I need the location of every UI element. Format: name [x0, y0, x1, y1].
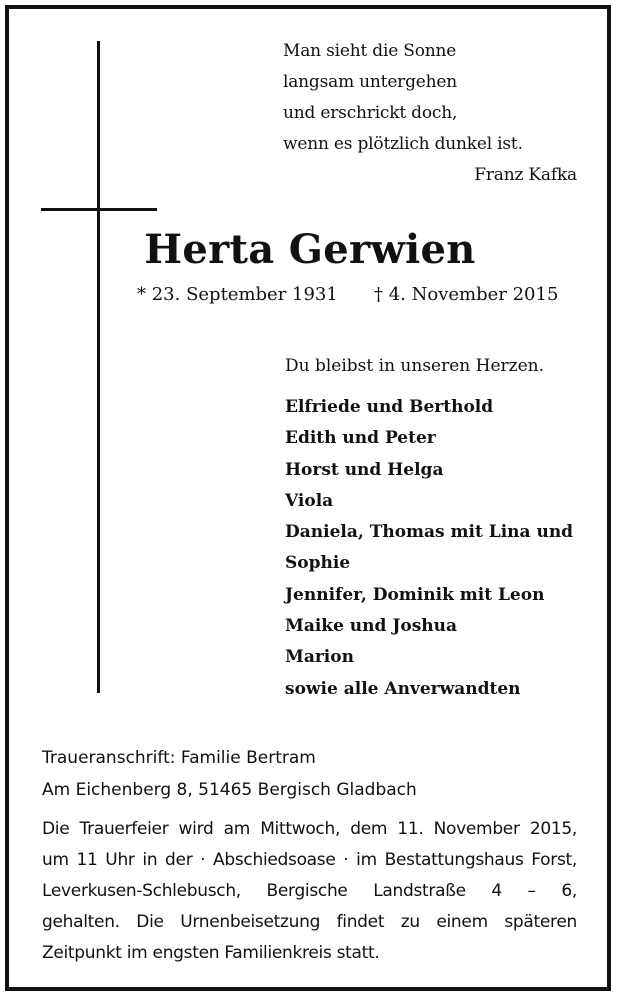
- mourner-item: Daniela, Thomas mit Lina und: [285, 522, 574, 543]
- notice-line: gehalten. Die Urnenbeisetzung findet zu einem späteren: [42, 912, 577, 932]
- mourner-item: Sophie: [285, 553, 351, 574]
- cross-symbol-horizontal-bar: [41, 208, 157, 211]
- mourner-item: Edith und Peter: [285, 428, 436, 449]
- cross-symbol-vertical-bar: [97, 41, 100, 693]
- funeral-notice: [42, 814, 577, 969]
- birth-date: * 23. September 1931: [137, 284, 338, 305]
- notice-line: Leverkusen-Schlebusch, Bergische Landstraße 4 – 6,: [42, 881, 577, 901]
- mourner-item: Horst und Helga: [285, 459, 444, 480]
- address-line: Am Eichenberg 8, 51465 Bergisch Gladbach: [42, 780, 417, 800]
- mourner-item: Elfriede und Berthold: [285, 397, 494, 417]
- address-line: Traueranschrift: Familie Bertram: [42, 748, 316, 768]
- mourner-item: Viola: [285, 490, 334, 511]
- mourners-list: [285, 392, 573, 705]
- mourner-item: Jennifer, Dominik mit Leon: [285, 584, 545, 605]
- quote-line: wenn es plötzlich dunkel ist.: [283, 134, 523, 154]
- farewell-text: Du bleibst in unseren Herzen.: [285, 356, 545, 376]
- mourner-item: sowie alle Anverwandten: [285, 678, 521, 699]
- notice-line: Die Trauerfeier wird am Mittwoch, dem 11. November 2015,: [42, 819, 577, 839]
- notice-line: um 11 Uhr in der · Abschiedsoase · im Bestattungshaus Forst,: [42, 850, 577, 870]
- mourning-address: [42, 742, 417, 806]
- deceased-name: Herta Gerwien: [144, 226, 476, 273]
- quote-block: [283, 36, 583, 191]
- mourner-item: Maike und Joshua: [285, 616, 458, 637]
- mourner-item: Marion: [285, 647, 354, 668]
- death-date: † 4. November 2015: [374, 284, 559, 305]
- quote-author: Franz Kafka: [474, 165, 577, 185]
- notice-line: Zeitpunkt im engsten Familienkreis statt.: [42, 943, 380, 963]
- quote-line: Man sieht die Sonne: [283, 41, 457, 61]
- quote-line: und erschrickt doch,: [283, 103, 458, 123]
- quote-line: langsam untergehen: [283, 72, 458, 92]
